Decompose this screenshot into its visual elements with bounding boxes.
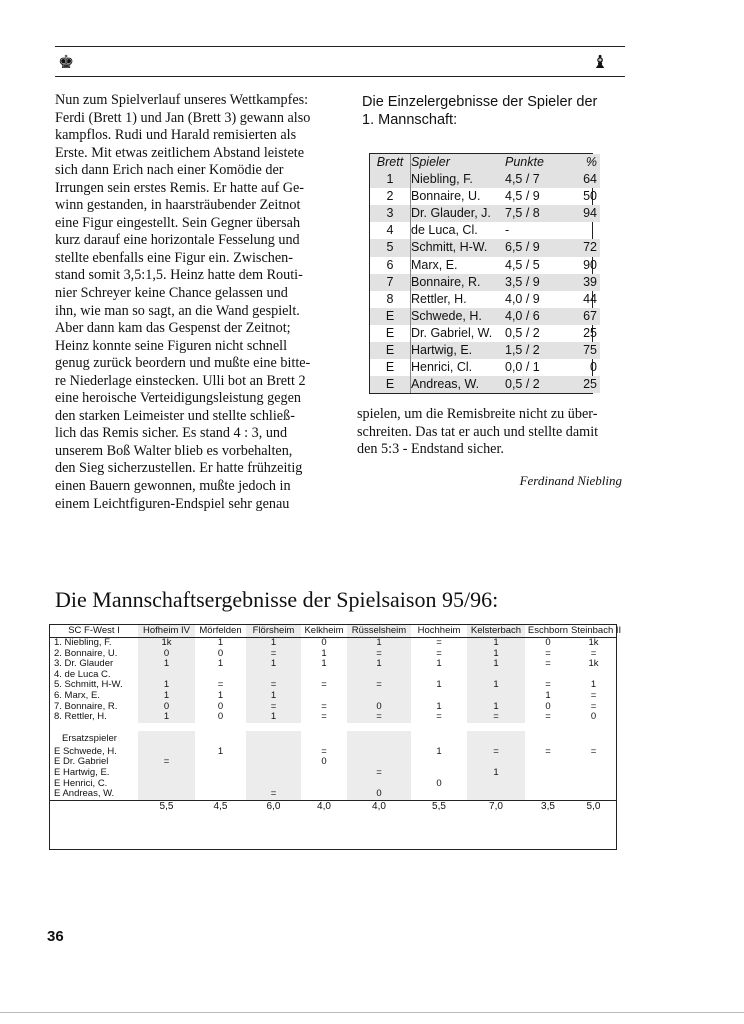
- team-player-row: [50, 680, 616, 691]
- result-cell: =: [436, 647, 442, 659]
- text-line: einem Leichtfiguren-Endspiel sehr genau: [55, 495, 290, 512]
- punkte-cell: 6,5 / 9: [501, 239, 567, 256]
- result-cell: [525, 731, 571, 747]
- team-results-table: [49, 624, 622, 850]
- result-cell: 1: [138, 659, 195, 670]
- spieler-cell: Henrici, Cl.: [411, 360, 473, 375]
- result-cell: =: [246, 702, 301, 713]
- player-row: [370, 205, 600, 222]
- team-player-name: E Henrici, C.: [54, 777, 108, 789]
- percent-cell: 72: [567, 239, 600, 256]
- result-cell: [246, 757, 301, 768]
- result-cell: 1: [590, 679, 597, 691]
- result-cell: [195, 768, 246, 779]
- result-cell: [411, 757, 467, 768]
- team-player-row: [50, 691, 616, 702]
- brett-cell: 8: [370, 291, 411, 308]
- result-cell: =: [321, 679, 327, 691]
- report-text: [55, 92, 318, 513]
- result-cell: [347, 731, 411, 747]
- text-line: ihn, wie man so sagt, an die Wand gespielt.: [55, 302, 300, 319]
- result-cell: [246, 768, 301, 779]
- opponent-header: Mörfelden: [195, 625, 246, 638]
- result-cell: 1: [217, 658, 224, 670]
- ersatz-label: Ersatzspieler: [62, 732, 117, 744]
- header-rule-top: [55, 46, 625, 47]
- team-player-name: 7. Bonnaire, R.: [54, 700, 118, 712]
- team-player-row: [50, 768, 616, 779]
- result-cell: [301, 779, 347, 790]
- result-cell: =: [217, 679, 224, 691]
- brett-cell: E: [370, 342, 411, 359]
- text-line: den 5:3 - Endstand sicher.: [357, 441, 504, 457]
- text-line: stand somit 3,5:1,5. Heinz hatte dem Routi-: [55, 267, 303, 284]
- result-cell: 1: [467, 768, 525, 779]
- result-cell: 0: [347, 789, 411, 800]
- text-line: re Niederlage einstecken. Ulli bot an Brett 2: [55, 372, 306, 389]
- percent-cell: 25: [567, 376, 600, 393]
- result-cell: 1: [138, 680, 195, 691]
- text-line: Nun zum Spielverlauf unseres Wettkampfes:: [55, 92, 309, 108]
- result-cell: [246, 731, 301, 747]
- result-cell: [467, 731, 525, 747]
- result-cell: 0: [436, 777, 442, 789]
- brett-cell: 4: [370, 222, 411, 239]
- col-percent: %: [567, 154, 600, 171]
- text-line: schreiten. Das tat er auch und stellte damit: [357, 423, 599, 440]
- total-cell: 4,0: [347, 800, 411, 813]
- result-cell: 0: [545, 637, 551, 648]
- percent-cell: 64: [567, 171, 600, 188]
- result-cell: [301, 789, 347, 800]
- percent-cell: 90: [583, 257, 597, 272]
- result-cell: =: [590, 689, 597, 701]
- text-line: winn gestanden, in haarsträubender Zeitnot: [55, 197, 301, 214]
- result-cell: 1: [246, 638, 301, 649]
- punkte-cell: 4,0 / 9: [505, 291, 540, 306]
- player-row: [370, 325, 600, 342]
- result-cell: 1: [347, 659, 411, 670]
- text-line: lich das Remis sicher. Es stand 4 : 3, und: [55, 425, 288, 442]
- result-cell: =: [246, 789, 301, 800]
- totals-label: [50, 800, 138, 813]
- col-spieler: Spieler: [411, 154, 502, 171]
- text-line: Aber dann kam das Gespenst der Zeitnot;: [55, 320, 291, 337]
- result-cell: [411, 691, 467, 702]
- result-cell: =: [545, 745, 551, 757]
- result-cell: =: [545, 679, 551, 691]
- brett-cell: 2: [370, 188, 411, 205]
- brett-cell: 1: [370, 171, 411, 188]
- percent-cell: 0: [590, 360, 597, 375]
- chess-bishop-icon: ♝: [592, 52, 609, 72]
- result-cell: 0: [545, 700, 551, 712]
- result-cell: 0: [138, 702, 195, 713]
- player-row: [370, 376, 600, 393]
- result-cell: =: [590, 647, 597, 659]
- punkte-cell: 1,5 / 2: [501, 342, 567, 359]
- result-cell: 1: [138, 691, 195, 702]
- text-line: genug zurück beordern und mußte eine bitte-: [55, 355, 311, 372]
- report-continuation: [357, 406, 623, 459]
- total-cell: 5,5: [138, 800, 195, 813]
- text-line: spielen, um die Remisbreite nicht zu über-: [357, 406, 598, 422]
- result-cell: 1: [467, 680, 525, 691]
- result-cell: 1: [246, 691, 301, 702]
- spieler-cell: Andreas, W.: [411, 376, 502, 393]
- percent-cell: 50: [583, 189, 597, 204]
- opponent-header: Eschborn: [525, 625, 571, 638]
- brett-cell: 5: [370, 239, 411, 256]
- percent-cell: 67: [567, 308, 600, 325]
- player-row: [370, 274, 600, 291]
- brett-cell: E: [370, 376, 411, 393]
- team-player-name: 8. Rettler, H.: [54, 711, 107, 723]
- spacer-row: [50, 723, 616, 731]
- text-line: Ferdi (Brett 1) und Jan (Brett 3) gewann also: [55, 109, 311, 126]
- result-cell: 0: [217, 711, 224, 723]
- result-cell: [467, 779, 525, 790]
- punkte-cell: 4,0 / 6: [501, 308, 567, 325]
- result-cell: =: [590, 745, 597, 757]
- result-cell: =: [545, 647, 551, 659]
- result-cell: [571, 789, 616, 800]
- result-cell: 1: [321, 658, 327, 670]
- col-brett: Brett: [370, 154, 411, 171]
- result-cell: [347, 747, 411, 758]
- punkte-cell: 0,5 / 2: [505, 325, 540, 340]
- spieler-cell: Bonnaire, U.: [411, 189, 481, 204]
- text-line: sich dann Erich nach einer Komödie der: [55, 162, 284, 179]
- spieler-cell: Dr. Glauder, J.: [411, 205, 502, 222]
- individual-results-table: [369, 153, 597, 394]
- result-cell: 0: [321, 637, 327, 648]
- text-line: stellte ebenfalls eine Figur ein. Zwischen-: [55, 249, 293, 266]
- opponent-header: Steinbach II: [571, 625, 622, 636]
- col-punkte: Punkte: [501, 154, 567, 171]
- brett-cell: E: [370, 325, 411, 342]
- opponent-header: Kelkheim: [301, 625, 347, 638]
- result-cell: 1k: [138, 638, 195, 649]
- punkte-cell: 0,5 / 2: [501, 376, 567, 393]
- result-cell: [138, 779, 195, 790]
- team-player-name: E Andreas, W.: [54, 788, 115, 800]
- punkte-cell: 7,5 / 8: [501, 205, 567, 222]
- result-cell: 0: [590, 711, 597, 723]
- result-cell: =: [246, 649, 301, 660]
- result-cell: =: [590, 700, 597, 712]
- team-corner-label: SC F-West I: [50, 625, 138, 638]
- result-cell: 1: [246, 712, 301, 723]
- result-cell: [301, 691, 347, 702]
- result-cell: 1: [467, 702, 525, 713]
- result-cell: [347, 691, 411, 702]
- spieler-cell: de Luca, Cl.: [411, 223, 478, 238]
- player-row: [370, 222, 600, 239]
- result-cell: [571, 757, 616, 768]
- brett-cell: 3: [370, 205, 411, 222]
- result-cell: =: [246, 680, 301, 691]
- result-cell: 1k: [588, 637, 599, 648]
- text-line: nier Schreyer keine Chance gelassen und: [55, 285, 288, 302]
- result-cell: [467, 691, 525, 702]
- punkte-cell: 4,5 / 5: [505, 257, 540, 272]
- opponent-header: Hofheim IV: [138, 625, 195, 638]
- total-cell: 4,5: [195, 800, 246, 813]
- result-cell: [525, 789, 571, 800]
- result-cell: 0: [321, 756, 327, 768]
- player-row: [370, 291, 600, 308]
- result-cell: [411, 768, 467, 779]
- text-line: unserem Boß Walter blieb es vorbehalten,: [55, 442, 293, 459]
- percent-cell: [567, 222, 600, 239]
- result-cell: [525, 779, 571, 790]
- text-line: den Sieg sicherzustellen. Er hatte frühzeitig: [55, 460, 303, 477]
- team-player-name: 1. Niebling, F.: [54, 637, 112, 648]
- player-row: [370, 188, 600, 205]
- total-cell: 3,5: [525, 800, 571, 813]
- title-line: 1. Mannschaft:: [362, 112, 458, 128]
- result-cell: [571, 779, 616, 790]
- title-line: Die Einzelergebnisse der Spieler der: [362, 94, 598, 110]
- spieler-cell: Bonnaire, R.: [411, 274, 502, 291]
- individual-results-title: [362, 93, 632, 129]
- team-player-row: [50, 747, 616, 758]
- result-cell: 1k: [588, 658, 599, 670]
- report-paragraph: [357, 406, 623, 459]
- result-cell: [195, 731, 246, 747]
- footer-rule: [0, 1012, 744, 1013]
- player-row: [370, 171, 600, 188]
- chess-king-icon: ♚: [58, 52, 75, 72]
- result-cell: =: [545, 658, 551, 670]
- player-row: [370, 308, 600, 325]
- result-cell: [195, 789, 246, 800]
- percent-cell: 39: [567, 274, 600, 291]
- team-player-name: 5. Schmitt, H-W.: [54, 679, 123, 691]
- result-cell: 1: [436, 658, 442, 670]
- result-cell: 0: [217, 647, 224, 659]
- individual-header-row: [370, 154, 600, 171]
- result-cell: [301, 731, 347, 747]
- text-line: einen Bauern gewonnen, mußte jedoch in: [55, 478, 291, 495]
- result-cell: [138, 789, 195, 800]
- player-row: [370, 239, 600, 256]
- result-cell: 1: [467, 649, 525, 660]
- spieler-cell: Dr. Gabriel, W.: [411, 325, 493, 340]
- text-line: Irrungen sein erstes Remis. Er hatte auf Ge-: [55, 179, 304, 196]
- spieler-cell: Schwede, H.: [411, 308, 502, 325]
- team-player-row: [50, 659, 616, 670]
- ersatz-row: [50, 731, 616, 747]
- result-cell: [467, 789, 525, 800]
- result-cell: [525, 768, 571, 779]
- result-cell: [195, 779, 246, 790]
- result-cell: 1: [347, 638, 411, 649]
- percent-cell: 25: [583, 325, 597, 340]
- punkte-cell: -: [505, 223, 510, 238]
- percent-cell: 94: [567, 205, 600, 222]
- total-cell: 6,0: [246, 800, 301, 813]
- result-cell: =: [138, 757, 195, 768]
- result-cell: 1: [436, 745, 442, 757]
- opponent-header: Hochheim: [411, 625, 467, 638]
- team-header-row: [50, 625, 616, 638]
- team-results-title: Die Mannschaftsergebnisse der Spielsaison 95/96:: [55, 587, 499, 612]
- result-cell: 0: [138, 649, 195, 660]
- opponent-header: Kelsterbach: [467, 625, 525, 638]
- result-cell: [411, 789, 467, 800]
- result-cell: 1: [217, 689, 224, 701]
- text-line: eine heroische Verteidigungsleistung gegen: [55, 390, 301, 407]
- totals-row: [50, 800, 616, 813]
- total-cell: 4,0: [301, 800, 347, 813]
- player-row: [370, 342, 600, 359]
- text-line: den starken Leimeister und stellte schließ-: [55, 407, 295, 424]
- team-player-row: [50, 789, 616, 800]
- brett-cell: 7: [370, 274, 411, 291]
- percent-cell: 44: [583, 291, 597, 306]
- spieler-cell: Hartwig, E.: [411, 342, 502, 359]
- spieler-cell: Schmitt, H-W.: [411, 239, 502, 256]
- result-cell: 1: [436, 679, 442, 691]
- team-player-name: 2. Bonnaire, U.: [54, 647, 118, 659]
- team-player-name: E Dr. Gabriel: [54, 756, 109, 768]
- result-cell: 1: [545, 689, 551, 701]
- result-cell: 0: [347, 702, 411, 713]
- team-player-row: [50, 649, 616, 660]
- team-player-row: [50, 779, 616, 790]
- page-number: 36: [47, 928, 64, 945]
- result-cell: [195, 757, 246, 768]
- text-line: Erste. Mit etwas zeitlichem Abstand leistete: [55, 144, 305, 161]
- team-player-name: 4. de Luca C.: [54, 668, 111, 680]
- text-line: eine Figur eingestellt. Sein Gegner übersah: [55, 214, 301, 231]
- spieler-cell: Marx, E.: [411, 257, 458, 272]
- report-paragraph: [55, 92, 318, 513]
- result-cell: =: [347, 712, 411, 723]
- punkte-cell: 3,5 / 9: [501, 274, 567, 291]
- spieler-cell: Rettler, H.: [411, 291, 467, 306]
- result-cell: 1: [138, 712, 195, 723]
- result-cell: [138, 731, 195, 747]
- result-cell: =: [321, 700, 327, 712]
- total-cell: 7,0: [467, 800, 525, 813]
- result-cell: =: [347, 649, 411, 660]
- result-cell: =: [436, 637, 442, 648]
- result-cell: =: [467, 712, 525, 723]
- brett-cell: 6: [370, 257, 411, 274]
- text-line: Heinz konnte seine Figuren nicht schnell: [55, 337, 288, 354]
- team-player-row: [50, 702, 616, 713]
- result-cell: =: [467, 747, 525, 758]
- result-cell: 1: [217, 745, 224, 757]
- brett-cell: E: [370, 308, 411, 325]
- team-player-row: [50, 712, 616, 723]
- result-cell: 1: [467, 638, 525, 649]
- result-cell: [138, 768, 195, 779]
- author-signature: Ferdinand Niebling: [519, 473, 622, 488]
- result-cell: [571, 731, 616, 747]
- punkte-cell: 4,5 / 9: [505, 189, 540, 204]
- text-line: kampflos. Rudi und Harald remisierten als: [55, 127, 297, 144]
- result-cell: =: [347, 680, 411, 691]
- punkte-cell: 0,0 / 1: [505, 360, 540, 375]
- result-cell: 1: [217, 637, 224, 648]
- result-cell: =: [545, 711, 551, 723]
- team-player-row: [50, 670, 616, 681]
- result-cell: 1: [467, 659, 525, 670]
- total-cell: 5,5: [411, 800, 467, 813]
- team-player-name: 3. Dr. Glauder: [54, 658, 114, 670]
- player-row: [370, 257, 600, 274]
- team-player-row: [50, 757, 616, 768]
- result-cell: =: [321, 711, 327, 723]
- header-rule-bottom: [55, 76, 625, 77]
- result-cell: [301, 768, 347, 779]
- result-cell: 0: [217, 700, 224, 712]
- result-cell: [571, 768, 616, 779]
- result-cell: 1: [436, 700, 442, 712]
- punkte-cell: 4,5 / 7: [501, 171, 567, 188]
- result-cell: [246, 747, 301, 758]
- total-cell: 5,0: [571, 800, 616, 813]
- team-player-name: 6. Marx, E.: [54, 689, 100, 701]
- team-player-row: [50, 638, 616, 649]
- result-cell: [411, 731, 467, 747]
- text-line: kurz darauf eine horizontale Fesselung und: [55, 232, 300, 249]
- team-player-name: E Schwede, H.: [54, 745, 117, 757]
- result-cell: =: [436, 711, 442, 723]
- opponent-header: Flörsheim: [246, 625, 301, 638]
- team-player-name: E Hartwig, E.: [54, 766, 110, 778]
- percent-cell: 75: [567, 342, 600, 359]
- result-cell: =: [347, 768, 411, 779]
- player-row: [370, 359, 600, 376]
- result-cell: =: [321, 745, 327, 757]
- opponent-header: Rüsselsheim: [347, 625, 411, 638]
- result-cell: 1: [246, 659, 301, 670]
- spieler-cell: Niebling, F.: [411, 171, 502, 188]
- result-cell: [525, 757, 571, 768]
- brett-cell: E: [370, 359, 411, 376]
- result-cell: 1: [321, 647, 327, 659]
